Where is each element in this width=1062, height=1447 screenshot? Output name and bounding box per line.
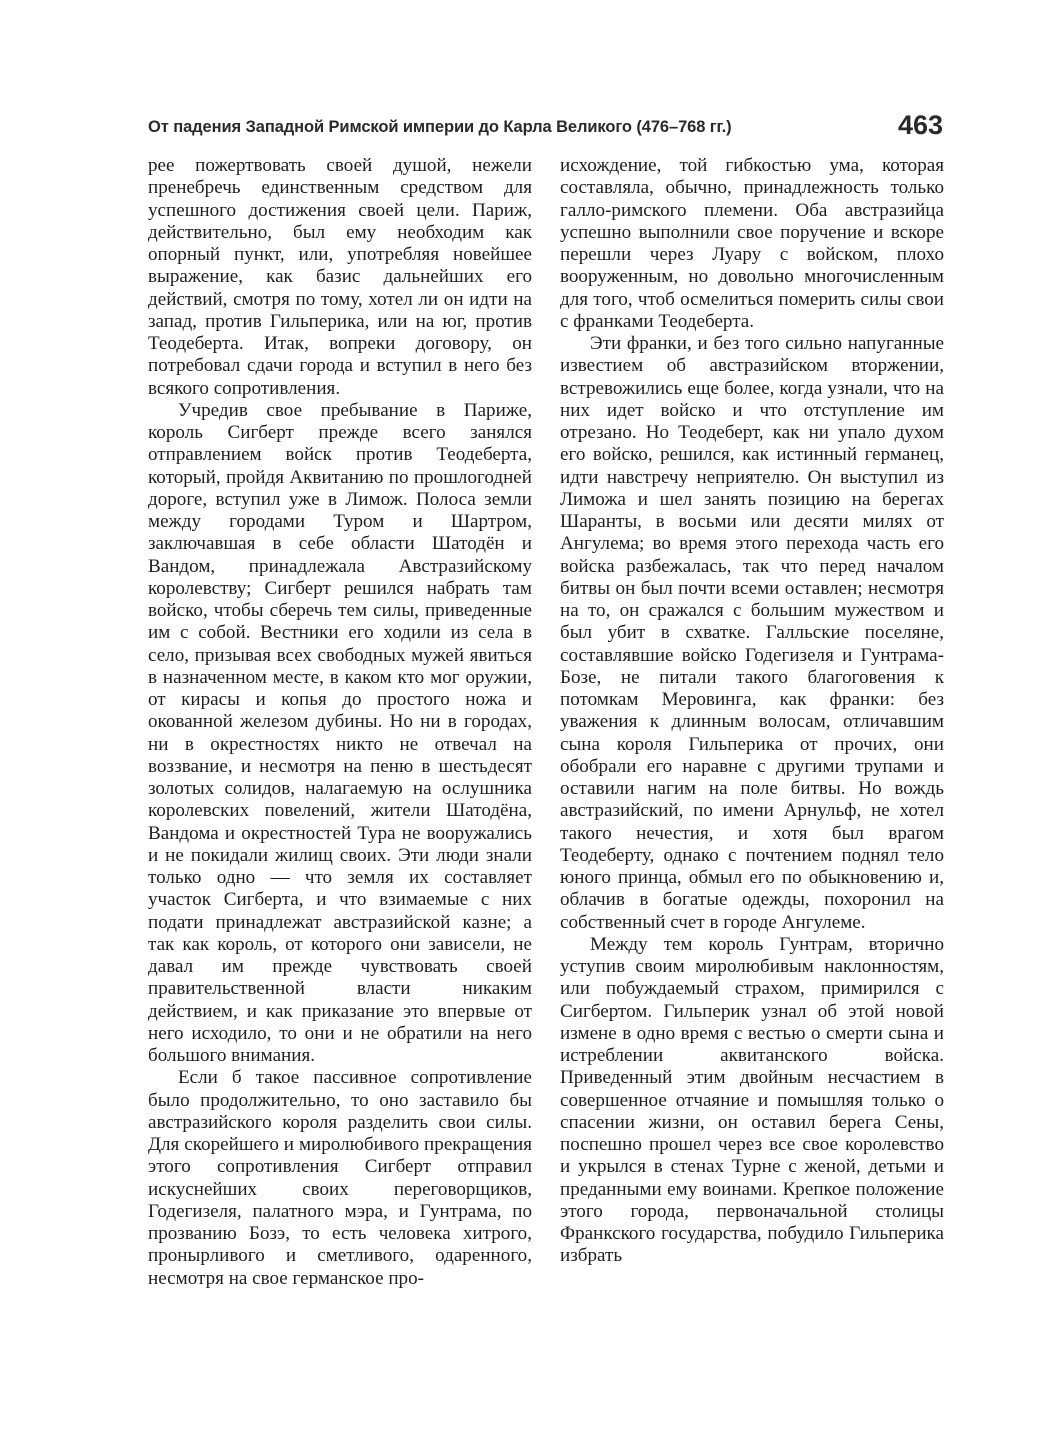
left-column <box>148 155 532 1290</box>
paragraph: Учредив свое пребывание в Париже, король Сигберт прежде всего занялся отправлением войск против Теодеберта, который, пройдя Аквитанию по прошлогодней дороге, вступил уже в Лимож. Полоса земли между городами Туром и Шартром, заключавшая в себе области Шатодён и Вандом, принадлежала Австразийскому королевству; Сигберт решился набрать там войско, чтобы сберечь тем силы, приведенные им с собой. Вестники его ходили из села в село, призывая всех свободных мужей явиться в назначенном месте, в каком кто мог оружии, от кирасы и копья до простого ножа и окованной железом дубины. Но ни в городах, ни в окрестностях никто не отвечал на воззвание, и несмотря на пеню в шестьдесят золотых солидов, налагаемую на ослушника королевских повелений, жители Шатодёна, Вандома и окрестностей Тура не вооружались и не покидали жилищ своих. Эти люди знали только одно — что земля их составляет участок Сигберта, и что взимаемые с них подати принадлежат австразийской казне; а так как король, от которого они зависели, не давал им прежде чувствовать своей правительственной власти никаким действием, и как приказание это впервые от него исходило, то они и не обратили на него большого внимания. <box>148 399 532 1066</box>
paragraph: Между тем король Гунтрам, вторично уступив своим миролюбивым наклонностям, или побуждаемый страхом, примирился с Сигбертом. Гильперик узнал об этой новой измене в одно время с вестью о смерти сына и истреблении аквитанского войска. Приведенный этим двойным несчастием в совершенное отчаяние и помышляя только о спасении жизни, он оставил берега Сены, поспешно прошел через все свое королевство и укрылся в стенах Турне с женой, детьми и преданными ему воинами. Крепкое положение этого города, первоначальной столицы Франкского государства, побудило Гильперика избрать <box>560 933 944 1267</box>
paragraph: Эти франки, и без того сильно напуганные известием об австразийском вторжении, встревожились еще более, когда узнали, что на них идет войско и что отступление им отрезано. Но Теодеберт, как ни упало духом его войско, решился, как истинный германец, идти навстречу неприятелю. Он выступил из Лиможа и шел занять позицию на берегах Шаранты, в восьми или десяти милях от Ангулема; во время этого перехода часть его войска разбежалась, так что перед началом битвы он был почти всеми оставлен; несмотря на то, он сражался с большим мужеством и был убит в схватке. Галльские поселяне, составлявшие войско Годегизеля и Гунтрама-Бозе, не питали такого благоговения к потомкам Меровинга, как франки: без уважения к длинным волосам, отличавшим сына короля Гильперика от прочих, они обобрали его наравне с другими трупами и оставили нагим на поле битвы. Но вождь австразийский, по имени Арнульф, не хотел такого нечестия, и хотя был врагом Теодеберту, однако с почтением поднял тело юного принца, обмыл его по обыкновению и, облачив в богатые одежды, похоронил на собственный счет в городе Ангулеме. <box>560 333 944 933</box>
paragraph: Если б такое пассивное сопротивление было продолжительно, то оно заставило бы австразийского короля разделить свои силы. Для скорейшего и миролюбивого прекращения этого сопротивления Сигберт отправил искуснейших своих переговорщиков, Годегизеля, палатного мэра, и Гунтрама, по прозванию Бозэ, то есть человека хитрого, пронырливого и сметливого, одаренного, несмотря на свое германское про- <box>148 1067 532 1289</box>
paragraph: исхождение, той гибкостью ума, которая составляла, обычно, принадлежность только галло-римского племени. Оба австразийца успешно выполнили свое поручение и вскоре перешли через Луару с войском, плохо вооруженным, но довольно многочисленным для того, чтоб осмелиться померить силы свои с франками Теодеберта. <box>560 155 944 332</box>
running-head: От падения Западной Римской империи до Карла Великого (476–768 гг.) <box>148 118 732 136</box>
page-number: 463 <box>897 110 943 140</box>
right-column <box>560 155 944 1268</box>
paragraph: рее пожертвовать своей душой, нежели пренебречь единственным средством для успешного достижения своей цели. Париж, действительно, был ему необходим как опорный пункт, или, употребляя новейшее выражение, как базис дальнейших его действий, смотря по тому, хотел ли он идти на запад, против Гильперика, или на юг, против Теодеберта. Итак, вопреки договору, он потребовал сдачи города и вступил в него без всякого сопротивления. <box>148 155 532 399</box>
page-header <box>148 110 943 144</box>
